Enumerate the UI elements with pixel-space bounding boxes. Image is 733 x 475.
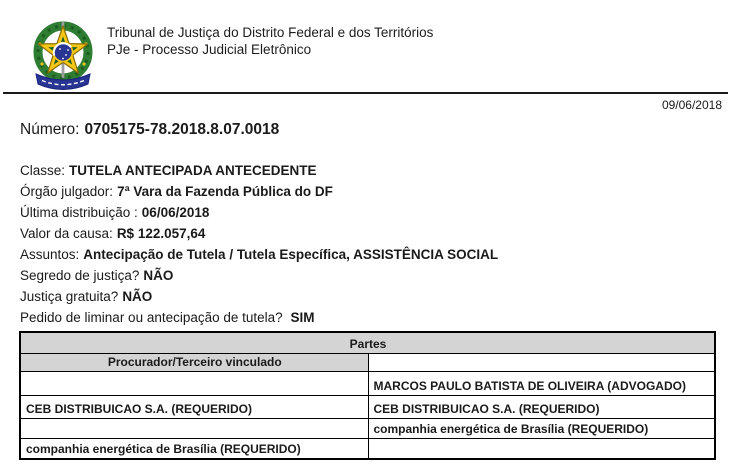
- brazil-coat-of-arms-icon: [28, 14, 98, 92]
- document-header: [0, 0, 733, 92]
- parte-cell: companhia energética de Brasília (REQUERIDO): [20, 438, 368, 459]
- document-date: 09/06/2018: [661, 98, 722, 112]
- process-number-label: Número:: [20, 121, 80, 138]
- parte-cell: [20, 418, 368, 438]
- detail-valor-da-causa: Valor da causa: R$ 122.057,64: [20, 226, 206, 241]
- partes-col-header-empty: [368, 353, 715, 371]
- process-number-line: [20, 121, 733, 139]
- partes-table-title: Partes: [20, 332, 715, 353]
- procurador-cell: MARCOS PAULO BATISTA DE OLIVEIRA (ADVOGADO): [368, 371, 715, 395]
- detail-orgao-julgador: Órgão julgador: 7ª Vara da Fazenda Pública do DF: [20, 184, 333, 199]
- detail-justica-gratuita: Justiça gratuita? NÃO: [20, 289, 153, 304]
- partes-table-title-row: [20, 332, 715, 353]
- table-row: [20, 438, 715, 459]
- header-divider: [3, 92, 728, 94]
- table-row: [20, 418, 715, 438]
- procurador-cell: companhia energética de Brasília (REQUERIDO): [368, 418, 715, 438]
- partes-table: [19, 331, 716, 460]
- org-name: Tribunal de Justiça do Distrito Federal e dos Territórios: [107, 25, 434, 40]
- table-row: [20, 395, 715, 418]
- system-name: PJe - Processo Judicial Eletrônico: [107, 42, 312, 57]
- detail-assuntos: Assuntos: Antecipação de Tutela / Tutela Específica, ASSISTÊNCIA SOCIAL: [20, 247, 499, 262]
- process-number-value: 0705175-78.2018.8.07.0018: [84, 121, 280, 138]
- detail-segredo-de-justica: Segredo de justiça? NÃO: [20, 268, 174, 283]
- parte-cell: CEB DISTRIBUICAO S.A. (REQUERIDO): [20, 395, 368, 418]
- procurador-cell: CEB DISTRIBUICAO S.A. (REQUERIDO): [368, 395, 715, 418]
- detail-ultima-distribuicao: Última distribuição : 06/06/2018: [20, 205, 210, 220]
- case-details: [20, 160, 733, 328]
- parte-cell: [20, 371, 368, 395]
- partes-col-header: Procurador/Terceiro vinculado: [20, 353, 368, 371]
- detail-pedido-liminar: Pedido de liminar ou antecipação de tutela? SIM: [20, 310, 315, 325]
- table-row: [20, 371, 715, 395]
- partes-table-header-row: [20, 353, 715, 371]
- detail-classe: Classe: TUTELA ANTECIPADA ANTECEDENTE: [20, 163, 317, 178]
- procurador-cell: [368, 438, 715, 459]
